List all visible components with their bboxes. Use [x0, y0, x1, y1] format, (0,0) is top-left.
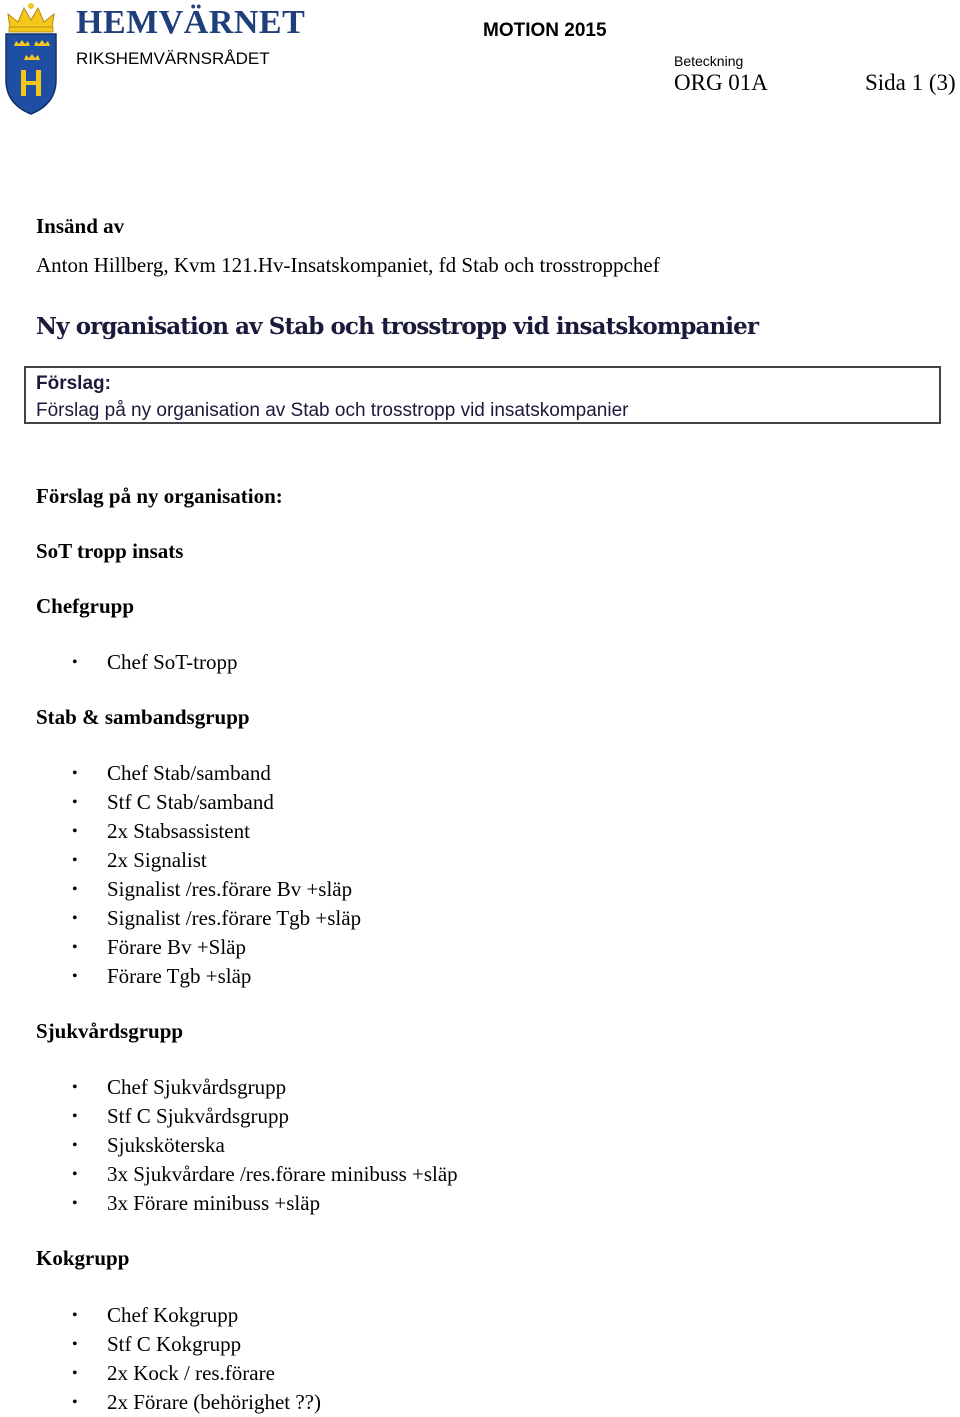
group-heading-stab: Stab & sambandsgrupp [36, 705, 250, 729]
group-heading-sjukvard: Sjukvårdsgrupp [36, 1019, 184, 1043]
doc-type: MOTION 2015 [483, 20, 607, 41]
bullet-icon: • [72, 968, 78, 985]
bullet-icon: • [72, 1166, 78, 1183]
bullet-icon: • [72, 1108, 78, 1125]
bullet-icon: • [72, 823, 78, 840]
hemvarnet-logo [0, 0, 62, 118]
proposal-label: Förslag: [36, 373, 111, 394]
bullet-icon: • [72, 1079, 78, 1096]
brand-title: HEMVÄRNET [76, 4, 306, 41]
submitted-label: Insänd av [36, 214, 125, 238]
proposal-text: Förslag på ny organisation av Stab och trosstropp vid insatskompanier [36, 400, 629, 421]
bullet-icon: • [72, 1394, 78, 1411]
brand-subtitle: RIKSHEMVÄRNSRÅDET [76, 49, 270, 68]
bullet-icon: • [72, 1307, 78, 1324]
designation-label: Beteckning [674, 53, 744, 69]
bullet-icon: • [72, 1365, 78, 1382]
bullet-icon: • [72, 1336, 78, 1353]
bullet-icon: • [72, 881, 78, 898]
submitted-value: Anton Hillberg, Kvm 121.Hv-Insatskompaniet, fd Stab och trosstroppchef [36, 253, 660, 277]
bullet-icon: • [72, 1195, 78, 1212]
bullet-icon: • [72, 852, 78, 869]
designation-value: ORG 01A [674, 70, 768, 95]
document-title: Ny organisation av Stab och trosstropp vid insatskompanier [36, 313, 759, 340]
bullet-icon: • [72, 654, 78, 671]
page-number: Sida 1 (3) [865, 70, 956, 95]
bullet-icon: • [72, 765, 78, 782]
bullet-icon: • [72, 794, 78, 811]
bullet-icon: • [72, 910, 78, 927]
bullet-icon: • [72, 939, 78, 956]
unit-heading: SoT tropp insats [36, 539, 184, 563]
group-heading-kokgrupp: Kokgrupp [36, 1246, 130, 1270]
intro-heading: Förslag på ny organisation: [36, 484, 283, 508]
bullet-icon: • [72, 1137, 78, 1154]
group-heading-chefgrupp: Chefgrupp [36, 594, 135, 618]
